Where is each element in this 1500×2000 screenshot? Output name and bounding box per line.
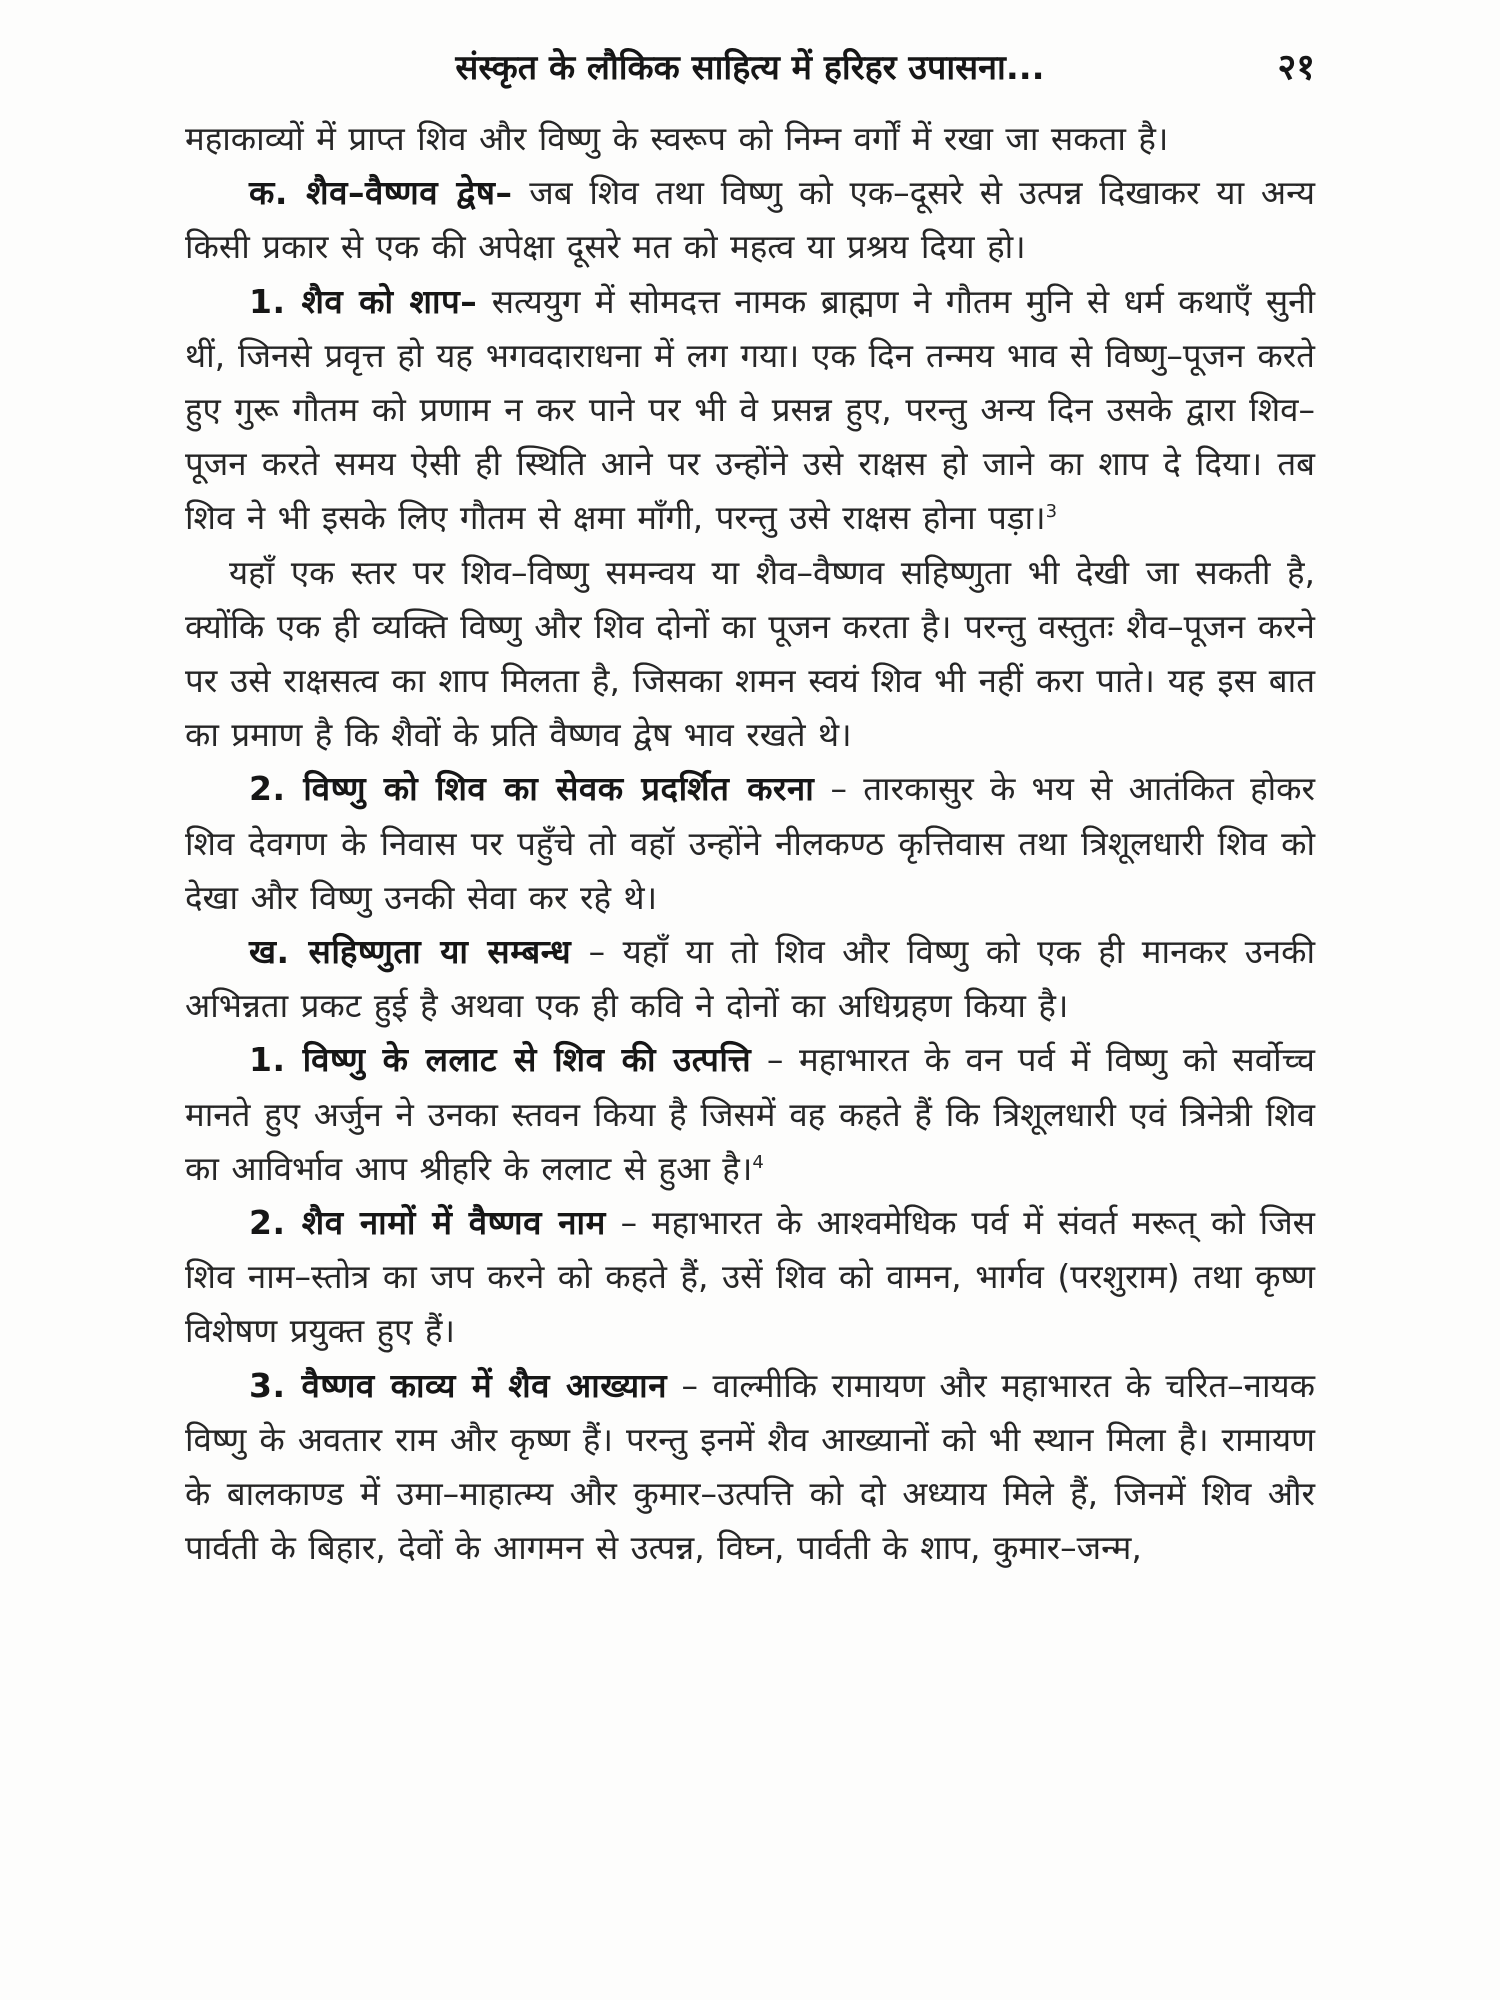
- paragraph-text: महाकाव्यों में प्राप्त शिव और विष्णु के स्वरूप को निम्न वर्गों में रखा जा सकता है।: [185, 119, 1169, 158]
- paragraph-commentary: [185, 546, 1315, 763]
- paragraph-text: – महाभारत के वन पर्व में विष्णु को सर्वोच्च मानते हुए अर्जुन ने उनका स्तवन किया है जिसमें वह कहते हैं कि त्रिशूलधारी एवं त्रिनेत्री शिव का आविर्भाव आप श्रीहरि के ललाट से हुआ है।: [185, 1040, 1316, 1188]
- paragraph-intro: [185, 112, 1315, 166]
- paragraph-shaiv-ko-shaap: [185, 275, 1315, 546]
- paragraph-text: – तारकासुर के भय से आतंकित होकर शिव देवगण के निवास पर पहुँचे तो वहॉ उन्होंने नीलकण्ठ कृत्तिवास तथा त्रिशूलधारी शिव को देखा और विष्णु उनकी सेवा कर रहे थे।: [185, 769, 1315, 917]
- paragraph-section-kha: [185, 925, 1315, 1033]
- page-header: [185, 38, 1315, 98]
- section-heading: क. शैव–वैष्णव द्वेष–: [249, 173, 513, 213]
- paragraph-vaishnav-naam: [185, 1196, 1315, 1359]
- paragraph-section-ka: [185, 166, 1315, 274]
- section-heading: 3. वैष्णव काव्य में शैव आख्यान: [249, 1365, 668, 1405]
- section-heading: 2. शैव नामों में वैष्णव नाम: [249, 1203, 606, 1243]
- footnote-marker: 4: [752, 1151, 764, 1173]
- section-heading: ख. सहिष्णुता या सम्बन्ध: [249, 932, 572, 972]
- paragraph-text: – वाल्मीकि रामायण और महाभारत के चरित–नायक विष्णु के अवतार राम और कृष्ण हैं। परन्तु इनमें शैव आख्यानों को भी स्थान मिला है। रामायण के बालकाण्ड में उमा–माहात्म्य और कुमार–उत्पत्ति को दो अध्याय मिले हैं, जिनमें शिव और पार्वती के बिहार, देवों के आगमन से उत्पन्न, विघ्न, पार्वती के शाप, कुमार–जन्म,: [185, 1365, 1315, 1568]
- page-number: २१: [1277, 47, 1315, 88]
- paragraph-text: सत्ययुग में सोमदत्त नामक ब्राह्मण ने गौतम मुनि से धर्म कथाएँ सुनी थीं, जिनसे प्रवृत्त हो यह भगवदाराधना में लग गया। एक दिन तन्मय भाव से विष्णु–पूजन करते हुए गुरू गौतम को प्रणाम न कर पाने पर भी वे प्रसन्न हुए, परन्तु अन्य दिन उसके द्वारा शिव–पूजन करते समय ऐसी ही स्थिति आने पर उन्होंने उसे राक्षस हो जाने का शाप दे दिया। तब शिव ने भी इसके लिए गौतम से क्षमा माँगी, परन्तु उसे राक्षस होना पड़ा।: [185, 281, 1316, 538]
- paragraph-text: – यहाँ या तो शिव और विष्णु को एक ही मानकर उनकी अभिन्नता प्रकट हुई है अथवा एक ही कवि ने दोनों का अधिग्रहण किया है।: [185, 932, 1315, 1026]
- running-title: संस्कृत के लौकिक साहित्य में हरिहर उपासना...: [455, 48, 1045, 88]
- paragraph-lalaat-utpatti: [185, 1033, 1315, 1196]
- paragraph-vishnu-sevak: [185, 762, 1315, 925]
- footnote-marker: 3: [1045, 501, 1058, 523]
- paragraph-text: यहाँ एक स्तर पर शिव–विष्णु समन्वय या शैव–वैष्णव सहिष्णुता भी देखी जा सकती है, क्योंकि एक ही व्यक्ति विष्णु और शिव दोनों का पूजन करता है। परन्तु वस्तुतः शैव–पूजन करने पर उसे राक्षसत्व का शाप मिलता है, जिसका शमन स्वयं शिव भी नहीं करा पाते। यह इस बात का प्रमाण है कि शैवों के प्रति वैष्णव द्वेष भाव रखते थे।: [185, 552, 1315, 755]
- paragraph-text: जब शिव तथा विष्णु को एक–दूसरे से उत्पन्न दिखाकर या अन्य किसी प्रकार से एक की अपेक्षा दूसरे मत को महत्व या प्रश्रय दिया हो।: [185, 173, 1315, 267]
- paragraph-shaiv-aakhyaan: [185, 1359, 1315, 1576]
- section-heading: 2. विष्णु को शिव का सेवक प्रदर्शित करना: [249, 769, 815, 809]
- section-heading: 1. विष्णु के ललाट से शिव की उत्पत्ति: [249, 1040, 752, 1080]
- body-text: [185, 112, 1315, 1575]
- section-heading: 1. शैव को शाप–: [249, 281, 478, 321]
- paragraph-text: – महाभारत के आश्वमेधिक पर्व में संवर्त मरूत् को जिस शिव नाम–स्तोत्र का जप करने को कहते हैं, उसें शिव को वामन, भार्गव (परशुराम) तथा कृष्ण विशेषण प्रयुक्त हुए हैं।: [185, 1203, 1315, 1351]
